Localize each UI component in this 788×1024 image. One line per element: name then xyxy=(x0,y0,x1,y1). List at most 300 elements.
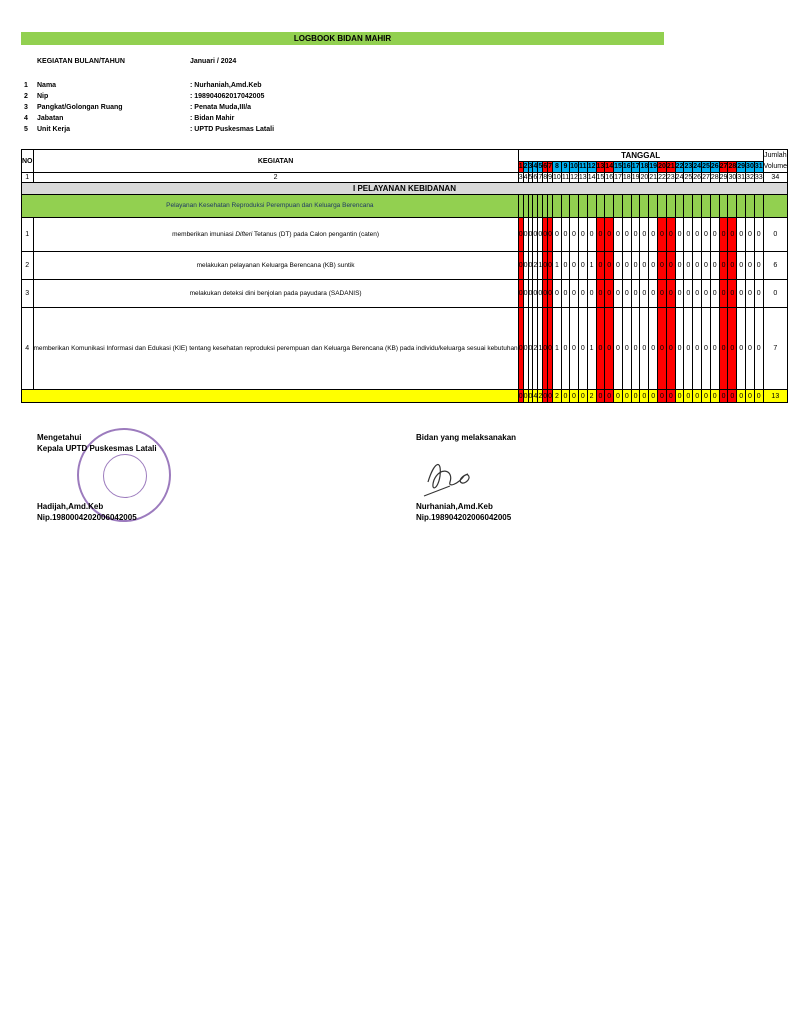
activity-text: memberikan imuniasi xyxy=(172,230,236,238)
row-total: 0 xyxy=(763,280,787,308)
subsection-cell xyxy=(684,195,693,218)
day-value: 0 xyxy=(666,218,675,252)
day-total: 0 xyxy=(675,390,684,403)
day-value: 0 xyxy=(693,308,702,390)
day-header: 22 xyxy=(675,161,684,173)
day-value: 0 xyxy=(518,218,523,252)
column-number: 13 xyxy=(578,174,587,181)
info-label: Unit Kerja xyxy=(37,126,71,133)
day-value: 0 xyxy=(737,308,746,390)
right-signature-block xyxy=(416,432,516,443)
row-number: 2 xyxy=(22,252,34,280)
logbook-table xyxy=(21,149,788,403)
subsection-row xyxy=(22,195,788,218)
left-signature-block xyxy=(37,432,157,454)
info-value: : Bidan Mahir xyxy=(190,115,235,122)
info-number: 3 xyxy=(24,104,28,111)
day-value: 2 xyxy=(533,308,538,390)
day-value: 0 xyxy=(543,308,548,390)
day-value: 0 xyxy=(684,218,693,252)
employee-info xyxy=(21,80,521,135)
left-signer xyxy=(37,501,137,523)
info-value: : Penata Muda,III/a xyxy=(190,104,252,111)
subsection-cell xyxy=(640,195,649,218)
day-value: 0 xyxy=(518,308,523,390)
right-signer-nip: Nip.198904202006042005 xyxy=(416,513,512,522)
right-signer-name: Nurhaniah,Amd.Keb xyxy=(416,502,493,511)
day-value: 0 xyxy=(746,308,755,390)
day-value: 0 xyxy=(640,252,649,280)
info-label: Pangkat/Golongan Ruang xyxy=(37,104,123,111)
column-number: 8 xyxy=(543,174,548,181)
column-number: 15 xyxy=(596,174,605,181)
subsection-cell xyxy=(587,195,596,218)
activity-description xyxy=(33,252,518,280)
day-value: 0 xyxy=(710,308,719,390)
info-row-name xyxy=(21,80,521,91)
day-total: 0 xyxy=(528,390,533,403)
day-total: 0 xyxy=(523,390,528,403)
day-value: 0 xyxy=(754,252,763,280)
header-kegiatan: KEGIATAN xyxy=(33,150,518,173)
day-total: 0 xyxy=(710,390,719,403)
day-value: 0 xyxy=(561,308,569,390)
day-value: 0 xyxy=(737,218,746,252)
day-value: 0 xyxy=(596,252,605,280)
day-value: 0 xyxy=(746,280,755,308)
section-title: I PELAYANAN KEBIDANAN xyxy=(22,183,788,195)
activity-description xyxy=(33,218,518,252)
day-value: 0 xyxy=(684,252,693,280)
day-header: 26 xyxy=(710,161,719,173)
day-total: 0 xyxy=(640,390,649,403)
info-row-nip xyxy=(21,91,521,102)
day-header: 7 xyxy=(548,161,553,173)
section-row xyxy=(22,183,788,195)
day-value: 0 xyxy=(693,252,702,280)
day-value: 0 xyxy=(658,218,667,252)
activity-text: memberikan Komunikasi Informasi dan Edukasi (KIE) tentang kesehatan reproduksi perempuan dan Keluarga Berencana (KB) pada individu/keluarga sesuai kebutuhan xyxy=(33,344,518,352)
day-value: 0 xyxy=(533,218,538,252)
column-number: 34 xyxy=(763,173,787,183)
day-total: 2 xyxy=(538,390,543,403)
column-number: 26 xyxy=(693,174,702,181)
day-value: 0 xyxy=(649,218,658,252)
column-number: 29 xyxy=(719,174,728,181)
day-total: 0 xyxy=(649,390,658,403)
day-value: 0 xyxy=(754,218,763,252)
day-value: 0 xyxy=(548,280,553,308)
day-value: 0 xyxy=(523,252,528,280)
totals-label xyxy=(22,390,519,403)
day-value: 0 xyxy=(518,252,523,280)
day-value: 0 xyxy=(719,218,728,252)
left-signer-nip: Nip.198000420200604200​5 xyxy=(37,513,137,522)
day-total: 0 xyxy=(754,390,763,403)
day-header: 16 xyxy=(622,161,631,173)
day-value: 0 xyxy=(631,280,640,308)
day-value: 0 xyxy=(719,280,728,308)
day-value: 0 xyxy=(543,218,548,252)
activity-text: Tetanus (DT) pada Calon pengantin (caten) xyxy=(252,230,380,238)
day-header: 21 xyxy=(666,161,675,173)
day-header: 4 xyxy=(533,161,538,173)
column-number: 10 xyxy=(553,174,561,181)
day-value: 0 xyxy=(702,252,711,280)
column-number: 28 xyxy=(710,174,719,181)
day-value: 0 xyxy=(737,252,746,280)
header-no: NO xyxy=(22,150,34,173)
day-total: 0 xyxy=(614,390,623,403)
left-signature-line1: Mengetahui xyxy=(37,433,82,442)
day-total: 0 xyxy=(543,390,548,403)
day-value: 0 xyxy=(728,252,737,280)
day-value: 0 xyxy=(578,252,587,280)
subsection-cell xyxy=(719,195,728,218)
day-value: 0 xyxy=(675,308,684,390)
day-value: 0 xyxy=(605,252,614,280)
activity-text: melakukan deteksi dini benjolan pada payudara (SADANIS) xyxy=(189,289,362,297)
column-number: 1 xyxy=(22,173,34,183)
subsection-cell xyxy=(763,195,787,218)
subsection-cell xyxy=(737,195,746,218)
column-number: 21 xyxy=(649,174,658,181)
day-value: 0 xyxy=(640,280,649,308)
day-total: 0 xyxy=(693,390,702,403)
left-signer-name: Hadijah,Amd.Keb xyxy=(37,502,104,511)
info-number: 4 xyxy=(24,115,28,122)
period-row xyxy=(21,56,521,67)
column-number: 17 xyxy=(614,174,622,181)
day-header: 9 xyxy=(561,161,569,173)
info-label: Nama xyxy=(37,82,57,89)
day-header: 18 xyxy=(640,161,649,173)
day-total: 0 xyxy=(605,390,614,403)
subsection-cell xyxy=(596,195,605,218)
row-total: 7 xyxy=(763,308,787,390)
column-number: 12 xyxy=(570,174,578,181)
day-value: 0 xyxy=(658,252,667,280)
day-value: 1 xyxy=(553,252,562,280)
subsection-cell xyxy=(578,195,587,218)
info-value: : Nurhaniah,Amd.Keb xyxy=(190,82,262,89)
day-value: 2 xyxy=(533,252,538,280)
day-header: 28 xyxy=(728,161,737,173)
day-value: 0 xyxy=(658,308,667,390)
day-total: 4 xyxy=(533,390,538,403)
activity-text-italic: Difteri xyxy=(235,230,253,238)
day-value: 0 xyxy=(658,280,667,308)
day-value: 0 xyxy=(649,280,658,308)
day-header: 30 xyxy=(746,161,755,173)
header-jumlah-volume xyxy=(763,150,787,173)
day-value: 0 xyxy=(622,308,631,390)
column-number: 32 xyxy=(746,174,754,181)
totals-row xyxy=(22,390,788,403)
day-value: 0 xyxy=(578,308,587,390)
day-value: 0 xyxy=(538,218,543,252)
day-value: 0 xyxy=(710,280,719,308)
subsection-cell xyxy=(666,195,675,218)
day-value: 0 xyxy=(605,218,614,252)
handwritten-signature xyxy=(420,452,490,502)
day-total: 0 xyxy=(737,390,746,403)
day-header: 20 xyxy=(658,161,667,173)
subsection-title: Pelayanan Kesehatan Reproduksi Perempuan dan Keluarga Berencana xyxy=(22,195,519,218)
day-value: 0 xyxy=(614,280,623,308)
day-value: 0 xyxy=(561,218,569,252)
day-header: 24 xyxy=(693,161,702,173)
activity-description xyxy=(33,280,518,308)
day-value: 0 xyxy=(622,218,631,252)
column-number: 5 xyxy=(528,174,533,181)
day-value: 0 xyxy=(710,252,719,280)
day-value: 0 xyxy=(754,280,763,308)
day-value: 0 xyxy=(746,252,755,280)
day-value: 0 xyxy=(528,252,533,280)
day-value: 0 xyxy=(666,252,675,280)
column-number: 30 xyxy=(728,174,737,181)
day-value: 0 xyxy=(596,308,605,390)
day-value: 1 xyxy=(587,252,596,280)
day-header: 14 xyxy=(605,161,614,173)
column-number: 6 xyxy=(533,174,538,181)
day-value: 0 xyxy=(548,308,553,390)
day-value: 0 xyxy=(631,218,640,252)
day-value: 1 xyxy=(553,308,562,390)
day-value: 0 xyxy=(737,280,746,308)
info-number: 5 xyxy=(24,126,28,133)
day-value: 0 xyxy=(693,218,702,252)
column-number: 18 xyxy=(622,174,631,181)
row-number: 3 xyxy=(22,280,34,308)
day-total: 0 xyxy=(728,390,737,403)
day-value: 0 xyxy=(605,280,614,308)
day-value: 0 xyxy=(614,252,623,280)
day-value: 0 xyxy=(578,280,587,308)
info-row-rank xyxy=(21,102,521,113)
day-value: 0 xyxy=(754,308,763,390)
day-header: 2 xyxy=(523,161,528,173)
day-total: 0 xyxy=(666,390,675,403)
day-total: 2 xyxy=(553,390,562,403)
subsection-cell xyxy=(702,195,711,218)
day-total: 0 xyxy=(518,390,523,403)
day-value: 0 xyxy=(596,218,605,252)
row-number: 4 xyxy=(22,308,34,390)
period-value: Januari / 2024 xyxy=(190,58,237,65)
column-number-row xyxy=(22,173,788,183)
day-value: 0 xyxy=(631,308,640,390)
header-jumlah: Jumlah xyxy=(764,152,787,159)
day-value: 1 xyxy=(538,308,543,390)
header-row xyxy=(22,150,788,162)
day-header: 10 xyxy=(570,161,579,173)
day-header: 25 xyxy=(702,161,711,173)
activity-description xyxy=(33,308,518,390)
day-value: 0 xyxy=(666,308,675,390)
column-number: 7 xyxy=(538,174,543,181)
day-value: 0 xyxy=(719,308,728,390)
day-value: 0 xyxy=(728,218,737,252)
day-value: 0 xyxy=(578,218,587,252)
day-value: 0 xyxy=(631,252,640,280)
day-total: 0 xyxy=(570,390,579,403)
day-header: 8 xyxy=(553,161,562,173)
info-value: : UPTD Puskesmas Latali xyxy=(190,126,275,133)
column-number: 4 xyxy=(523,174,528,181)
info-row-position xyxy=(21,113,521,124)
stamp-emblem xyxy=(103,454,147,498)
day-value: 0 xyxy=(728,280,737,308)
day-value: 0 xyxy=(649,308,658,390)
column-number: 31 xyxy=(737,174,746,181)
info-label: Nip xyxy=(37,93,49,100)
day-value: 0 xyxy=(666,280,675,308)
day-header: 13 xyxy=(596,161,605,173)
day-total: 0 xyxy=(684,390,693,403)
day-value: 0 xyxy=(710,218,719,252)
day-value: 0 xyxy=(570,280,579,308)
day-value: 0 xyxy=(587,280,596,308)
day-total: 0 xyxy=(548,390,553,403)
day-value: 0 xyxy=(528,218,533,252)
day-value: 0 xyxy=(587,218,596,252)
column-number: 25 xyxy=(684,174,693,181)
column-number: 14 xyxy=(587,174,596,181)
day-value: 0 xyxy=(553,280,562,308)
day-value: 0 xyxy=(622,252,631,280)
day-value: 0 xyxy=(518,280,523,308)
day-total: 0 xyxy=(596,390,605,403)
subsection-cell xyxy=(754,195,763,218)
info-number: 1 xyxy=(24,82,28,89)
day-value: 0 xyxy=(702,280,711,308)
day-value: 0 xyxy=(533,280,538,308)
day-value: 0 xyxy=(614,218,623,252)
column-number: 3 xyxy=(518,174,523,181)
right-signature-line1: Bidan yang melaksanakan xyxy=(416,433,517,442)
day-value: 0 xyxy=(693,280,702,308)
grand-total: 13 xyxy=(763,390,787,403)
day-value: 0 xyxy=(543,280,548,308)
day-value: 0 xyxy=(605,308,614,390)
header-volume: Volume xyxy=(763,163,787,170)
day-value: 0 xyxy=(523,280,528,308)
day-header: 11 xyxy=(578,161,587,173)
column-number: 24 xyxy=(675,174,684,181)
day-value: 0 xyxy=(684,280,693,308)
subsection-cell xyxy=(553,195,562,218)
day-value: 0 xyxy=(675,252,684,280)
day-total: 2 xyxy=(587,390,596,403)
table-row xyxy=(22,218,788,252)
day-value: 0 xyxy=(746,218,755,252)
day-value: 0 xyxy=(561,280,569,308)
subsection-cell xyxy=(746,195,755,218)
header-tanggal: TANGGAL xyxy=(518,150,763,162)
subsection-cell xyxy=(658,195,667,218)
day-value: 0 xyxy=(553,218,562,252)
day-value: 0 xyxy=(523,308,528,390)
day-header: 1 xyxy=(518,161,523,173)
day-header: 12 xyxy=(587,161,596,173)
day-total: 0 xyxy=(561,390,569,403)
day-value: 0 xyxy=(570,252,579,280)
subsection-cell xyxy=(570,195,579,218)
day-header: 31 xyxy=(754,161,763,173)
day-header: 19 xyxy=(649,161,658,173)
table-row xyxy=(22,308,788,390)
day-value: 0 xyxy=(614,308,623,390)
day-total: 0 xyxy=(658,390,667,403)
day-header: 3 xyxy=(528,161,533,173)
info-row-unit xyxy=(21,124,521,135)
day-total: 0 xyxy=(622,390,631,403)
day-total: 0 xyxy=(631,390,640,403)
subsection-cell xyxy=(561,195,569,218)
subsection-cell xyxy=(605,195,614,218)
day-value: 1 xyxy=(587,308,596,390)
day-header: 5 xyxy=(538,161,543,173)
activity-text: melakukan pelayanan Keluarga Berencana (KB) suntik xyxy=(196,261,355,269)
column-number: 11 xyxy=(561,174,570,181)
info-value: : 198904062017042005 xyxy=(190,93,265,100)
day-value: 0 xyxy=(684,308,693,390)
day-value: 0 xyxy=(561,252,569,280)
table-row xyxy=(22,252,788,280)
day-value: 0 xyxy=(622,280,631,308)
day-header: 17 xyxy=(631,161,640,173)
day-value: 0 xyxy=(649,252,658,280)
column-number: 9 xyxy=(548,174,553,181)
subsection-cell xyxy=(710,195,719,218)
day-value: 0 xyxy=(719,252,728,280)
day-total: 0 xyxy=(578,390,587,403)
subsection-cell xyxy=(614,195,623,218)
day-header: 6 xyxy=(543,161,548,173)
column-number: 33 xyxy=(754,174,763,181)
day-value: 0 xyxy=(548,252,553,280)
subsection-cell xyxy=(649,195,658,218)
info-number: 2 xyxy=(24,93,28,100)
subsection-cell xyxy=(622,195,631,218)
day-value: 0 xyxy=(528,308,533,390)
right-signer xyxy=(416,501,511,523)
day-value: 0 xyxy=(548,218,553,252)
day-value: 0 xyxy=(702,218,711,252)
day-value: 0 xyxy=(538,280,543,308)
day-value: 0 xyxy=(570,218,579,252)
column-number: 20 xyxy=(640,174,649,181)
period-label: KEGIATAN BULAN/TAHUN xyxy=(37,58,125,65)
day-total: 0 xyxy=(746,390,755,403)
left-signature-line2: Kepala UPTD Puskesmas Latali xyxy=(37,444,157,453)
day-value: 0 xyxy=(570,308,579,390)
column-number: 19 xyxy=(631,174,640,181)
day-total: 0 xyxy=(719,390,728,403)
column-number: 27 xyxy=(702,174,710,181)
day-header: 23 xyxy=(684,161,693,173)
row-number: 1 xyxy=(22,218,34,252)
info-label: Jabatan xyxy=(37,115,64,122)
table-row xyxy=(22,280,788,308)
row-total: 6 xyxy=(763,252,787,280)
day-value: 0 xyxy=(523,218,528,252)
day-value: 0 xyxy=(543,252,548,280)
day-value: 0 xyxy=(640,218,649,252)
subsection-cell xyxy=(631,195,640,218)
